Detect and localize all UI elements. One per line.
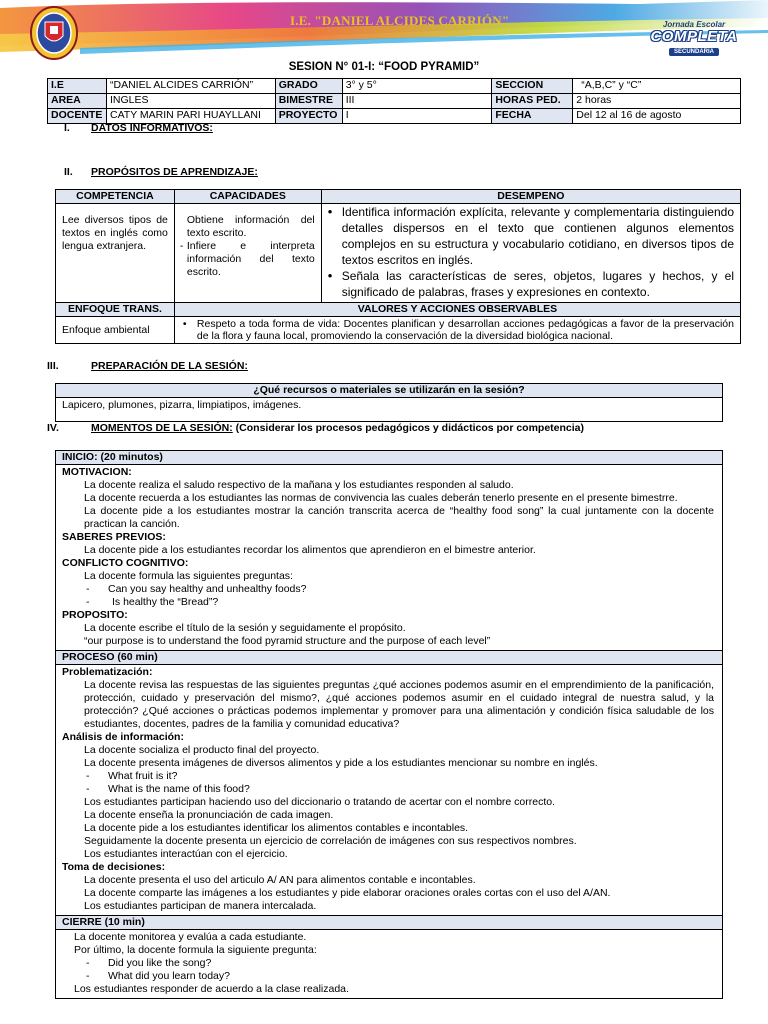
proposito-body-row <box>56 204 741 303</box>
saberes-label: SABERES PREVIOS: <box>62 531 166 543</box>
section-1-heading <box>64 122 213 134</box>
desempeno-item: • Señala las características de seres, objetos, lugares y hechos, y el significado de palabras, frases y expresiones en contexto. <box>328 268 734 300</box>
motivacion-label: MOTIVACION: <box>62 466 132 478</box>
section-2-number: II. <box>64 166 73 178</box>
jec-logo-sub: SECUNDARIA <box>669 48 719 56</box>
fecha-value: Del 12 al 16 de agosto <box>573 109 741 124</box>
capacidades-cell <box>174 204 321 303</box>
analisis-line: Seguidamente la docente presenta un ejercicio de correlación de imágenes con sus respectivos nombres. <box>84 835 577 847</box>
horas-label: HORAS PED. <box>492 94 573 109</box>
bimestre-value: III <box>342 94 492 109</box>
toma-decisiones-line: La docente presenta el uso del articulo A/ AN para alimentos contable e incontables. <box>84 874 476 886</box>
enfoque-cell: Enfoque ambiental <box>56 317 175 344</box>
cierre-question-text: Did you like the song? <box>108 957 212 969</box>
section-2-title: PROPÓSITOS DE APRENDIZAJE: <box>91 166 258 178</box>
section-4-heading <box>47 422 584 434</box>
cierre-line: La docente monitorea y evalúa a cada estudiante. <box>74 931 307 943</box>
analisis-line: La docente presenta imágenes de diversos alimentos y pide a los estudiantes mencionar su nombre en inglés. <box>84 757 598 769</box>
area-value: INGLES <box>106 94 275 109</box>
problematizacion-text: La docente revisa las respuestas de las siguientes preguntas ¿qué acciones podemos asumir en el emprendimiento de la panificación, protección, cuidado y preservación del mismo?, ¿qué acciones podemos asumir en el cuidado integral de nuestra salud, y la protección? ¿Qué acciones o prácticas podemos implementar y promover para una alimentación y condición física saludable de los estudiantes, docentes, padres de la familia y comunidad educativa? <box>84 679 714 730</box>
capacidades-header: CAPACIDADES <box>174 190 321 204</box>
session-title: SESION N° 01-I: “FOOD PYRAMID” <box>288 61 480 73</box>
motivacion-line: La docente realiza el saludo respectivo de la mañana y los estudiantes responden al saludo. <box>84 479 514 491</box>
analisis-line: La docente enseña la pronunciación de cada imagen. <box>84 809 334 821</box>
grado-value: 3° y 5° <box>342 79 492 94</box>
section-3-heading <box>47 360 248 372</box>
info-row-1 <box>48 79 741 94</box>
valores-cell <box>174 317 740 344</box>
conflicto-question-text: Is healthy the “Bread”? <box>112 596 219 608</box>
analisis-question: - What is the name of this food? <box>62 783 714 796</box>
docente-value: CATY MARIN PARI HUAYLLANI <box>106 109 275 124</box>
ie-value: “DANIEL ALCIDES CARRIÓN” <box>106 79 275 94</box>
problematizacion-label: Problematización: <box>62 666 153 678</box>
capacidad-item: Obtiene información del texto escrito. <box>186 214 315 239</box>
competencia-cell: Lee diversos tipos de textos en inglés como lengua extranjera. <box>56 204 175 303</box>
area-label: AREA <box>48 94 107 109</box>
header-banner <box>0 0 768 60</box>
conflicto-label: CONFLICTO COGNITIVO: <box>62 557 189 569</box>
horas-value: 2 horas <box>573 94 741 109</box>
recursos-answer: Lapicero, plumones, pizarra, limpiatipos, imágenes. <box>56 398 723 422</box>
proposito-quote: “our purpose is to understand the food pyramid structure and the purpose of each level” <box>84 635 491 647</box>
motivacion-line: La docente pide a los estudiantes mostrar la canción transcrita acerca de “healthy food song” la cual juntamente con la docente practican la canción. <box>84 505 714 530</box>
cierre-body <box>56 930 723 999</box>
proceso-header: PROCESO (60 min) <box>56 651 723 665</box>
proposito-line: La docente escribe el título de la sesión y seguidamente el propósito. <box>84 622 406 634</box>
docente-label: DOCENTE <box>48 109 107 124</box>
fecha-label: FECHA <box>492 109 573 124</box>
analisis-line: Los estudiantes interactúan con el ejercicio. <box>84 848 288 860</box>
proposito-label: PROPOSITO: <box>62 609 128 621</box>
inicio-header: INICIO: (20 minutos) <box>56 451 723 465</box>
desempeno-cell <box>321 204 740 303</box>
cierre-header: CIERRE (10 min) <box>56 916 723 930</box>
enfoque-body-row <box>56 317 741 344</box>
conflicto-line: La docente formula las siguientes preguntas: <box>84 570 293 582</box>
seccion-label: SECCION <box>492 79 573 94</box>
school-crest-logo <box>30 6 78 60</box>
cierre-line: Por último, la docente formula la siguiente pregunta: <box>74 944 317 956</box>
toma-decisiones-label: Toma de decisiones: <box>62 861 166 873</box>
analisis-question: - What fruit is it? <box>62 770 714 783</box>
proyecto-label: PROYECTO <box>275 109 342 124</box>
analisis-question-text: What fruit is it? <box>108 770 178 782</box>
competencia-header: COMPETENCIA <box>56 190 175 204</box>
desempeno-header: DESEMPENO <box>321 190 740 204</box>
conflicto-question-text: Can you say healthy and unhealthy foods? <box>108 583 307 595</box>
saberes-line: La docente pide a los estudiantes recordar los alimentos que aprendieron en el bimestre anterior. <box>84 544 536 556</box>
valores-header: VALORES Y ACCIONES OBSERVABLES <box>174 303 740 317</box>
analisis-question-text: What is the name of this food? <box>108 783 250 795</box>
proposito-table <box>55 189 741 344</box>
section-4-suffix: (Considerar los procesos pedagógicos y didácticos por competencia) <box>232 422 585 434</box>
analisis-line: Los estudiantes participan haciendo uso del diccionario o tratando de acertar con el nombre correcto. <box>84 796 556 808</box>
conflicto-question: - Is healthy the “Bread”? <box>62 596 714 609</box>
valores-item: • Respeto a toda forma de vida: Docentes planifican y desarrollan acciones pedagógicas a favor de la preservación de la flora y fauna local, promoviendo la conservación de la diversidad biológica nacional. <box>181 318 734 342</box>
info-table <box>47 78 741 124</box>
section-1-title: DATOS INFORMATIVOS: <box>91 122 213 134</box>
proceso-body <box>56 665 723 916</box>
jec-logo-main: COMPLETA <box>650 28 738 45</box>
inicio-body <box>56 465 723 651</box>
cierre-question-text: What did you learn today? <box>108 970 230 982</box>
motivacion-line: La docente recuerda a los estudiantes las normas de convivencia las cuales deberán tenerlo presente en el presente bimestrre. <box>84 492 678 504</box>
proposito-header-row <box>56 190 741 204</box>
toma-decisiones-line: Los estudiantes participan de manera intercalada. <box>84 900 317 912</box>
momentos-table <box>55 450 723 999</box>
cierre-question: - What did you learn today? <box>62 970 714 983</box>
capacidad-item: - Infiere e interpreta información del texto escrito. <box>181 240 315 279</box>
recursos-question: ¿Qué recursos o materiales se utilizarán en la sesión? <box>56 384 723 398</box>
jec-logo-top: Jornada Escolar <box>662 20 726 29</box>
conflicto-question: - Can you say healthy and unhealthy foods? <box>62 583 714 596</box>
section-3-number: III. <box>47 360 59 372</box>
cierre-question: - Did you like the song? <box>62 957 714 970</box>
jec-logo <box>646 20 742 55</box>
enfoque-header: ENFOQUE TRANS. <box>56 303 175 317</box>
info-row-2 <box>48 94 741 109</box>
ie-label: I.E <box>48 79 107 94</box>
seccion-value: “A,B,C” y “C” <box>573 79 741 94</box>
section-4-number: IV. <box>47 422 59 434</box>
enfoque-header-row <box>56 303 741 317</box>
section-1-number: I. <box>64 122 70 134</box>
section-4-title: MOMENTOS DE LA SESIÓN: <box>91 422 233 434</box>
analisis-label: Análisis de información: <box>62 731 184 743</box>
section-2-heading <box>64 166 258 178</box>
cierre-line: Los estudiantes responder de acuerdo a la clase realizada. <box>74 983 349 995</box>
analisis-line: La docente socializa el producto final del proyecto. <box>84 744 320 756</box>
proyecto-value: I <box>342 109 492 124</box>
recursos-table <box>55 383 723 422</box>
bimestre-label: BIMESTRE <box>275 94 342 109</box>
school-banner-title: I.E. "DANIEL ALCIDES CARRIÓN" <box>290 13 510 28</box>
analisis-line: La docente pide a los estudiantes identificar los alimentos contables e incontables. <box>84 822 469 834</box>
toma-decisiones-line: La docente comparte las imágenes a los estudiantes y pide elaborar oraciones orales cortas con el uso del A/AN. <box>84 887 611 899</box>
section-3-title: PREPARACIÓN DE LA SESIÓN: <box>91 360 248 372</box>
grado-label: GRADO <box>275 79 342 94</box>
desempeno-item: • Identifica información explícita, relevante y complementaria distinguiendo detalles dispersos en el texto que contienen algunos elementos complejos en su estructura y vocabulario cotidiano, en diversos tipos de textos escritos en inglés. <box>328 204 734 268</box>
